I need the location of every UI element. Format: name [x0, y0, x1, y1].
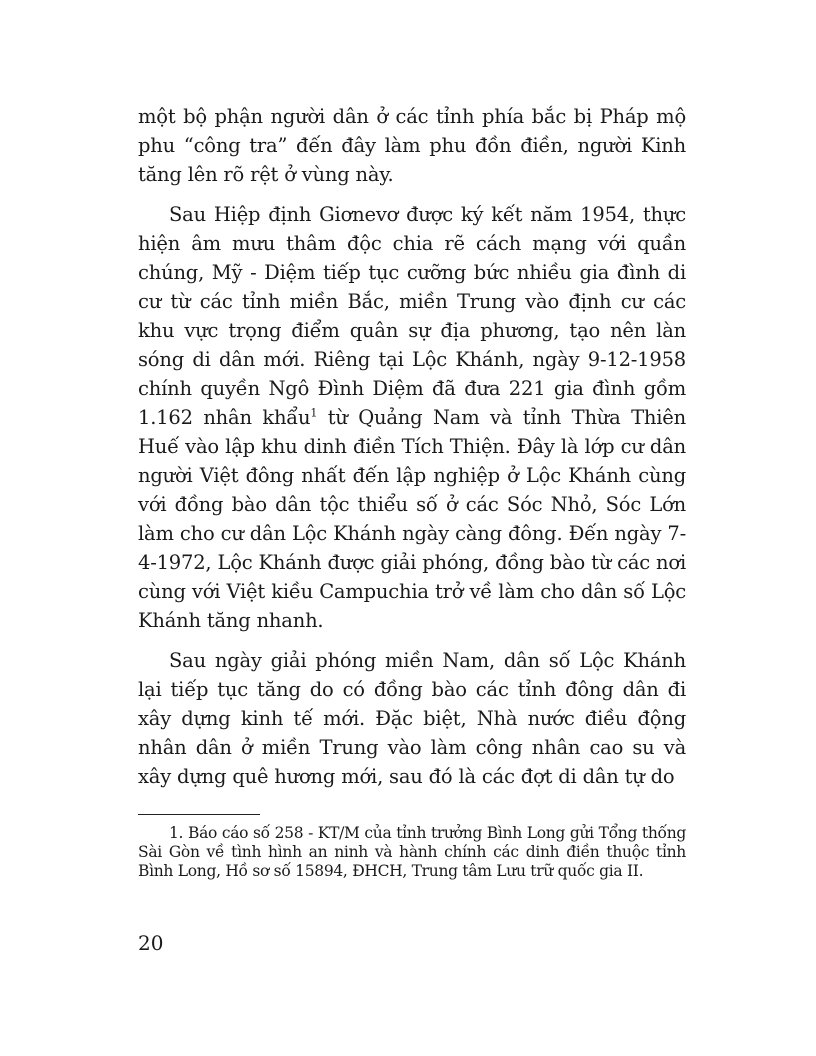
footnote-1: 1. Báo cáo số 258 - KT/M của tỉnh trưởng Bình Long gửi Tổng thống Sài Gòn về tình hình an ninh và hành chính các dinh điền thuộc tỉnh Bình Long, Hồ sơ số 15894, ĐHCH, Trung tâm Lưu trữ quốc gia II.: [138, 824, 686, 880]
footnote-ref-1[interactable]: 1: [310, 406, 318, 420]
paragraph-2-text-a: Sau Hiệp định Giơnevơ được ký kết năm 1954, thực hiện âm mưu thâm độc chia rẽ cách mạng với quần chúng, Mỹ - Diệm tiếp tục cưỡng bức nhiều gia đình di cư từ các tỉnh miền Bắc, miền Trung vào định cư các khu vực trọng điểm quân sự địa phương, tạo nên làn sóng di dân mới. Riêng tại Lộc Khánh, ngày 9-12-1958 chính quyền Ngô Đình Diệm đã đưa 221 gia đình gồm 1.162 nhân khẩu: [138, 203, 686, 429]
paragraph-3: Sau ngày giải phóng miền Nam, dân số Lộc Khánh lại tiếp tục tăng do có đồng bào các tỉnh đông dân đi xây dựng kinh tế mới. Đặc biệt, Nhà nước điều động nhân dân ở miền Trung vào làm công nhân cao su và xây dựng quê hương mới, sau đó là các đợt di dân tự do: [138, 649, 686, 788]
paragraph-1: một bộ phận người dân ở các tỉnh phía bắc bị Pháp mộ phu “công tra” đến đây làm phu đồn điền, người Kinh tăng lên rõ rệt ở vùng này.: [138, 105, 686, 186]
footnote-separator: [138, 814, 260, 815]
paragraph-2-text-b: từ Quảng Nam và tỉnh Thừa Thiên Huế vào lập khu dinh điền Tích Thiện. Đây là lớp cư dân người Việt đông nhất đến lập nghiệp ở Lộc Khánh cùng với đồng bào dân tộc thiểu số ở các Sóc Nhỏ, Sóc Lớn làm cho cư dân Lộc Khánh ngày càng đông. Đến ngày 7-4-1972, Lộc Khánh được giải phóng, đồng bào từ các nơi cùng với Việt kiều Campuchia trở về làm cho dân số Lộc Khánh tăng nhanh.: [138, 406, 686, 632]
page-body: [138, 102, 686, 802]
paragraph-2: [138, 200, 686, 635]
page-number: 20: [138, 931, 164, 955]
